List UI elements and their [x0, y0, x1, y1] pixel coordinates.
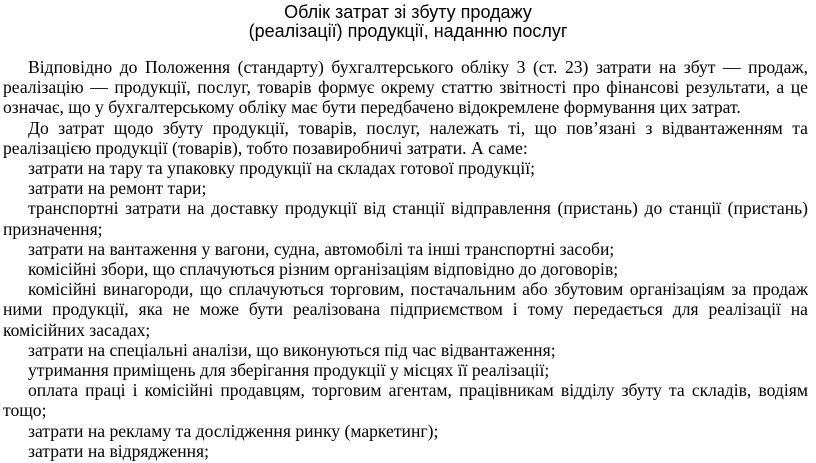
document-body	[0, 41, 816, 461]
list-item: затрати на тару та упаковку продукції на складах готової продукції;	[28, 158, 535, 179]
document-title	[0, 0, 816, 41]
list-item: транспортні затрати на доставку продукції від станції відправлення (пристань) до станції (пристань) призначення;	[3, 198, 808, 239]
list-item: утримання приміщень для зберігання продукції у місцях її реалізації;	[28, 360, 550, 381]
list-item: затрати на ремонт тари;	[28, 178, 207, 199]
title-line-2: (реалізації) продукції, наданню послуг	[248, 21, 568, 41]
list-item: затрати на відрядження;	[28, 440, 210, 461]
list-item: комісійні збори, що сплачуються різним організаціям відповідно до договорів;	[28, 259, 619, 280]
list-item: затрати на вантаження у вагони, судна, автомобілі та інші транспортні засоби;	[28, 238, 615, 259]
title-line-1: Облік затрат зі збуту продажу	[284, 2, 532, 22]
list-item: затрати на спеціальні аналізи, що виконуються під час відвантаження;	[28, 339, 556, 360]
list-item: затрати на рекламу та дослідження ринку (маркетинг);	[28, 420, 439, 441]
list-item: комісійні винагороди, що сплачуються торговим, постачальним або збутовим організаціям за продаж ними продукції, яка не може бути реалізована підприємством і тому передається для реалізації на комісійних засадах;	[3, 279, 808, 340]
list-item: оплата праці і комісійні продавцям, торговим агентам, працівникам відділу збуту та складів, водіям тощо;	[3, 380, 808, 421]
paragraph-intro: Відповідно до Положення (стандарту) бухгалтерського обліку 3 (ст. 23) затрати на збут — продаж, реалізацію — продукції, послуг, товарів формує окрему статтю звітності про фінансові результати, а це означає, що у бухгалтерському обліку має бути передбачено відокремлене формування цих затрат.	[3, 57, 808, 118]
paragraph-definition: До затрат щодо збуту продукції, товарів, послуг, належать ті, що пов’язані з відвантаженням та реалізацією продукції (товарів), тобто позавиробничі затрати. А саме:	[3, 117, 808, 158]
